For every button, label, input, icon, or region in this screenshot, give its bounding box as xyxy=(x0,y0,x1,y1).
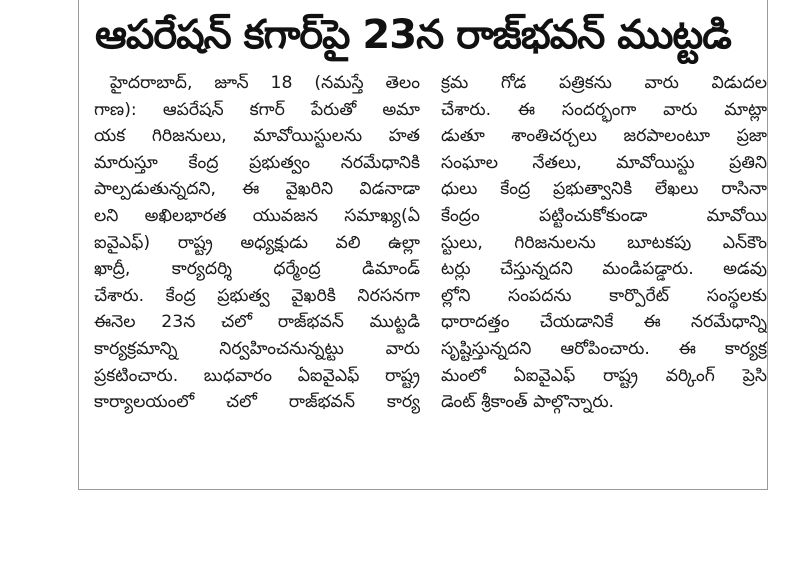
article-line: సృష్టిస్తున్నదని ఆరోపించారు. ఈ కార్యక్ర xyxy=(441,338,767,359)
article-line: గాణ): ఆపరేషన్ కగార్ పేరుతో అమా xyxy=(94,99,420,120)
article-line: ప్రకటించారు. బుధవారం ఏఐవైఎఫ్ రాష్ట్ర xyxy=(94,365,420,386)
article-line: టర్లు చేస్తున్నదని మండిపడ్డారు. అడవు xyxy=(441,259,767,280)
article-line: డుతూ శాంతిచర్చలు జరపాలంటూ ప్రజా xyxy=(441,126,767,147)
article-line: మంలో ఏఐవైఎఫ్ రాష్ట్ర వర్కింగ్ ప్రెసి xyxy=(441,365,767,386)
article-line: చేశారు. ఈ సందర్భంగా వారు మాట్లా xyxy=(441,99,767,120)
article-line: కార్యాలయంలో చలో రాజ్‌భవన్ కార్య xyxy=(94,392,420,413)
article-line: హైదరాబాద్, జూన్ 18 (నమస్తే తెలం xyxy=(110,73,420,93)
article-line: కేంద్రం పట్టించుకోకుండా మావోయి xyxy=(441,205,767,226)
article-line: ఐవైఎఫ్) రాష్ట్ర అధ్యక్షుడు వలి ఉల్లా xyxy=(94,232,420,253)
article-line: స్టులు, గిరిజనులను బూటకపు ఎన్‌కౌం xyxy=(441,232,767,253)
article-line: చేశారు. కేంద్ర ప్రభుత్వ వైఖరికి నిరసనగా xyxy=(94,285,420,306)
article-line: పాల్పడుతున్నదని, ఈ వైఖరిని విడనాడా xyxy=(94,179,420,200)
article-line: ఈనెల 23న చలో రాజ్‌భవన్ ముట్టడి xyxy=(94,312,420,333)
right-column xyxy=(441,70,767,416)
article-line: యక గిరిజనులు, మావోయిస్టులను హత xyxy=(94,126,420,147)
article-line: కార్యక్రమాన్ని నిర్వహించనున్నట్టు వారు xyxy=(94,338,420,359)
article-line: లని అఖిలభారత యువజన సమాఖ్య(ఏ xyxy=(94,205,420,226)
left-column xyxy=(94,70,420,416)
article-line: ల్లోని సంపదను కార్పొరేట్ సంస్థలకు xyxy=(441,285,767,306)
article-line: సంఘాల నేతలు, మావోయిస్టు ప్రతిని xyxy=(441,152,767,173)
article-line: ధులు కేంద్ర ప్రభుత్వానికి లేఖలు రాసినా xyxy=(441,179,767,200)
article-line: క్రమ గోడ పత్రికను వారు విడుదల xyxy=(441,73,767,93)
article-headline: ఆపరేషన్ కగార్‌పై 23న రాజ్‌భవన్ ముట్టడి xyxy=(95,12,731,58)
article-line: ఖాద్రీ, కార్యదర్శి ధర్మేంద్ర డిమాండ్ xyxy=(94,259,420,280)
article-line: ధారాదత్తం చేయడానికే ఈ నరమేధాన్ని xyxy=(441,312,767,333)
article-line: డెంట్ శ్రీకాంత్ పాల్గొన్నారు. xyxy=(441,392,615,413)
article-line: మారుస్తూ కేంద్ర ప్రభుత్వం నరమేధానికి xyxy=(94,152,420,173)
